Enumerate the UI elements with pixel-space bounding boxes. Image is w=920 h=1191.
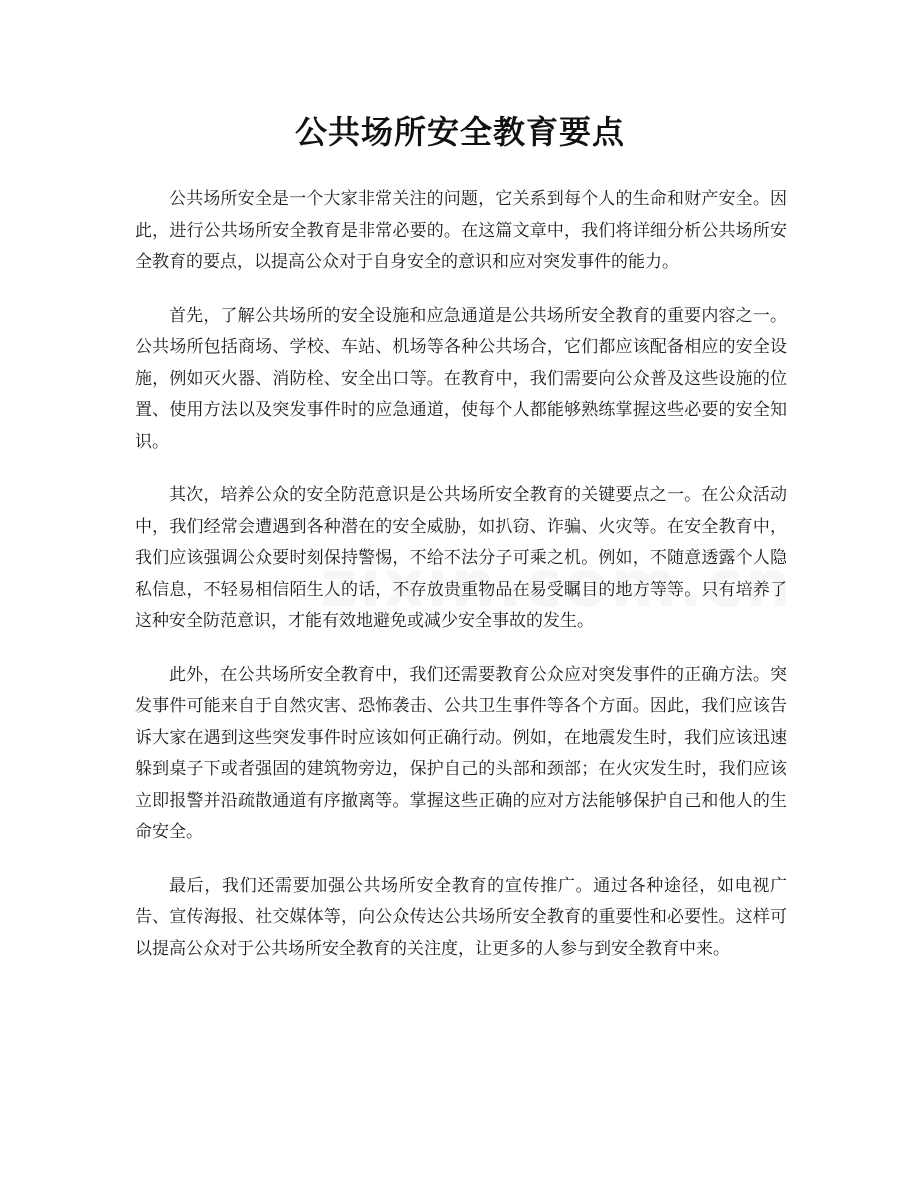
document-title: 公共场所安全教育要点	[294, 113, 625, 151]
paragraph-2: 首先，了解公共场所的安全设施和应急通道是公共场所安全教育的重要内容之一。公共场所包括商场、学校、车站、机场等各种公共场合，它们都应该配备相应的安全设施，例如灭火器、消防栓、安全出口等。在教育中，我们需要向公众普及这些设施的位置、使用方法以及突发事件时的应急通道，使每个人都能够熟练掌握这些必要的安全知识。	[135, 305, 787, 452]
paragraph-4: 此外，在公共场所安全教育中，我们还需要教育公众应对突发事件的正确方法。突发事件可能来自于自然灾害、恐怖袭击、公共卫生事件等各个方面。因此，我们应该告诉大家在遇到这些突发事件时应该如何正确行动。例如，在地震发生时，我们应该迅速躲到桌子下或者强固的建筑物旁边，保护自己的头部和颈部；在火灾发生时，我们应该立即报警并沿疏散通道有序撤离等。掌握这些正确的应对方法能够保护自己和他人的生命安全。	[135, 664, 787, 842]
paragraph-1: 公共场所安全是一个大家非常关注的问题，它关系到每个人的生命和财产安全。因此，进行公共场所安全教育是非常必要的。在这篇文章中，我们将详细分析公共场所安全教育的要点，以提高公众对于自身安全的意识和应对突发事件的能力。	[135, 189, 787, 272]
paragraph-3: 其次，培养公众的安全防范意识是公共场所安全教育的关键要点之一。在公众活动中，我们经常会遭遇到各种潜在的安全威胁，如扒窃、诈骗、火灾等。在安全教育中，我们应该强调公众要时刻保持警惕，不给不法分子可乘之机。例如，不随意透露个人隐私信息，不轻易相信陌生人的话，不存放贵重物品在易受瞩目的地方等等。只有培养了这种安全防范意识，才能有效地避免或减少安全事故的发生。	[135, 485, 787, 631]
document-body	[135, 184, 787, 987]
paragraph-5: 最后，我们还需要加强公共场所安全教育的宣传推广。通过各种途径，如电视广告、宣传海报、社交媒体等，向公众传达公共场所安全教育的重要性和必要性。这样可以提高公众对于公共场所安全教育的关注度，让更多的人参与到安全教育中来。	[135, 875, 787, 959]
